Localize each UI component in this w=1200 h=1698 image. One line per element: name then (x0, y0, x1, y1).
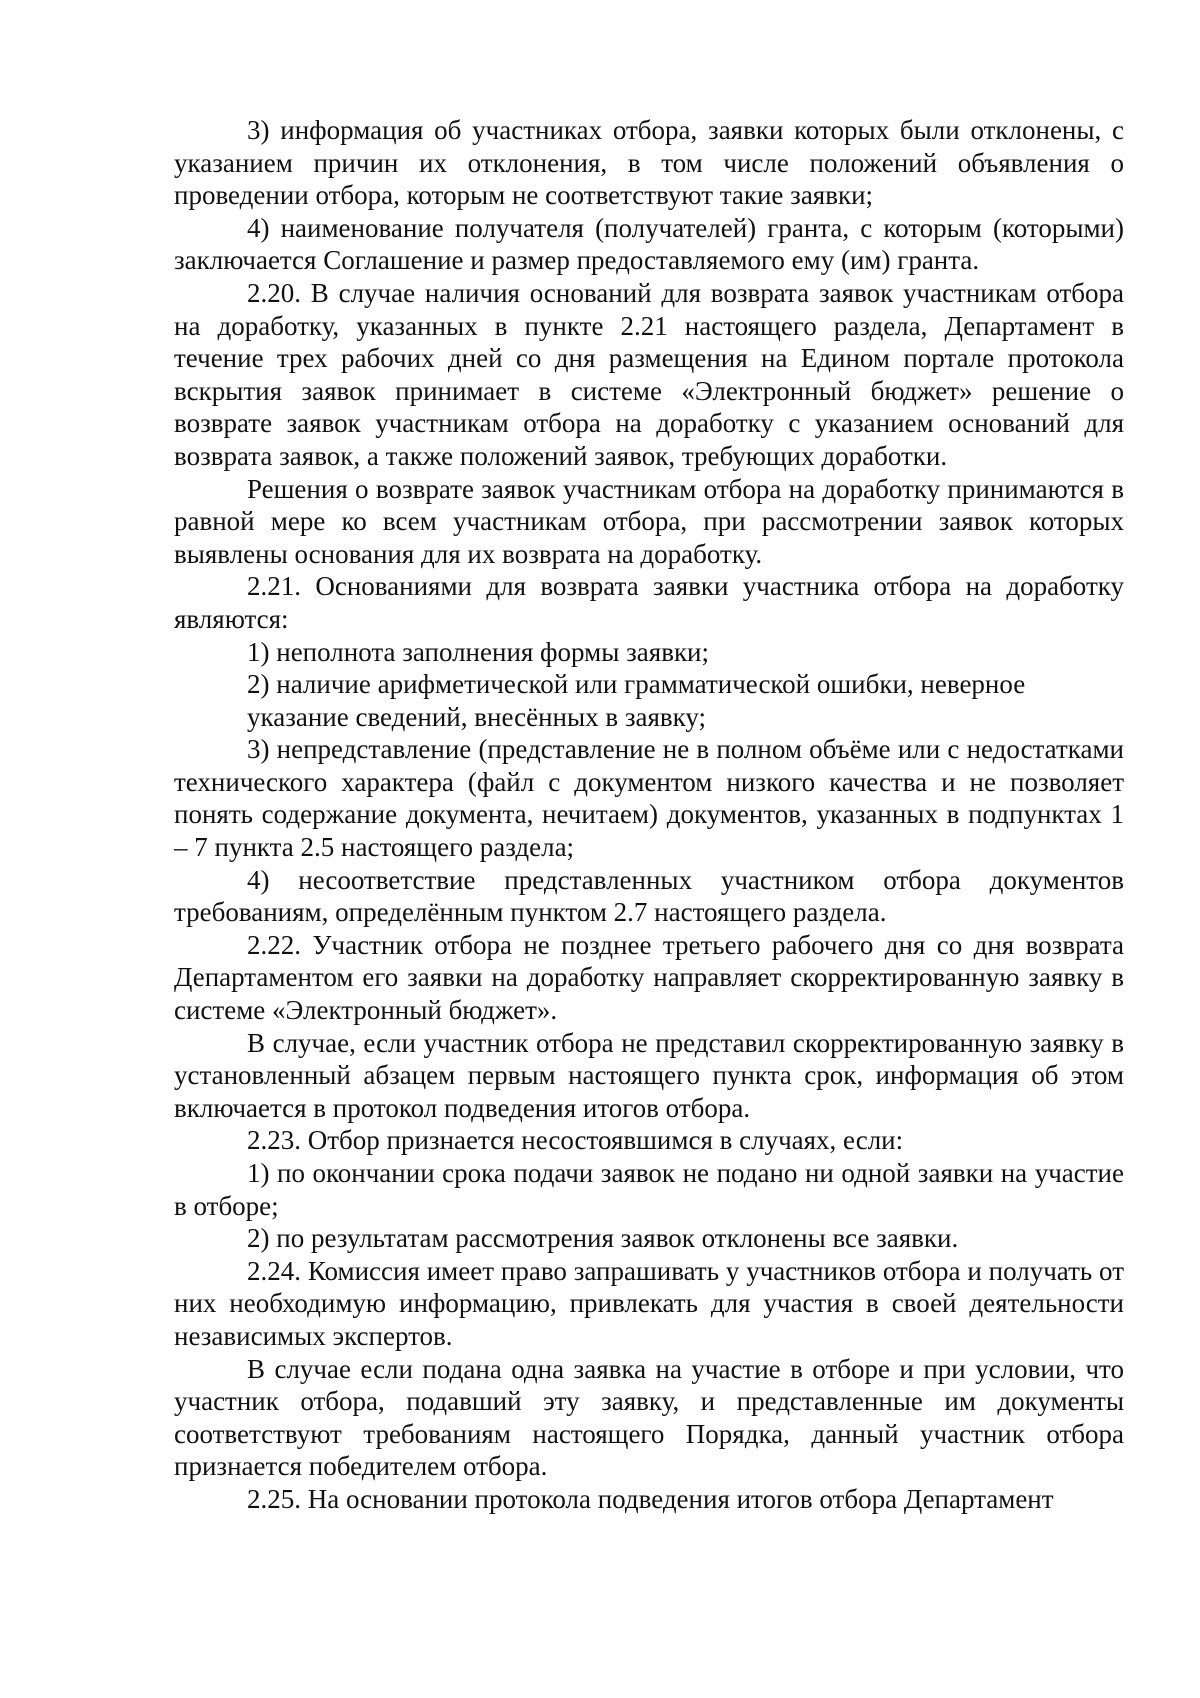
paragraph-2-21: 2.21. Основаниями для возврата заявки участника отбора на доработку являются: (174, 571, 1124, 634)
paragraph-2-21-item-2: 2) наличие арифметической или грамматической ошибки, неверное указание сведений, внесённых в заявку; (247, 669, 1026, 732)
paragraph-2-21-item-3: 3) непредставление (представление не в полном объёме или с недостатками технического характера (файл с документом низкого качества и не позволяет понять содержание документа, нечитаем) документов, указанных в подпунктах 1 – 7 пункта 2.5 настоящего раздела; (174, 734, 1124, 863)
document-page (174, 114, 1124, 1516)
paragraph-2-21-item-4: 4) несоответствие представленных участником отбора документов требованиям, определённым пунктом 2.7 настоящего раздела. (174, 864, 1124, 928)
paragraph-2-25: 2.25. На основании протокола подведения итогов отбора Департамент (247, 1483, 1054, 1514)
paragraph-item-3-rejected: 3) информация об участниках отбора, заявки которых были отклонены, с указанием причин их отклонения, в том числе положений объявления о проведении отбора, которым не соответствуют такие заявки; (174, 115, 1124, 211)
paragraph-2-24-single-application: В случае если подана одна заявка на участие в отборе и при условии, что участник отбора, подавший эту заявку, и представленные им документы соответствуют требованиям настоящего Порядка, данный участник отбора признается победителем отбора. (174, 1353, 1124, 1482)
paragraph-2-21-item-1: 1) неполнота заполнения формы заявки; (247, 636, 710, 667)
paragraph-2-23-item-1: 1) по окончании срока подачи заявок не подано ни одной заявки на участие в отборе; (174, 1158, 1124, 1221)
paragraph-2-23: 2.23. Отбор признается несостоявшимся в случаях, если: (247, 1125, 904, 1156)
paragraph-2-22-not-submitted: В случае, если участник отбора не представил скорректированную заявку в установленный абзацем первым настоящего пункта срок, информация об этом включается в протокол подведения итогов отбора. (174, 1027, 1124, 1123)
paragraph-2-20: 2.20. В случае наличия оснований для возврата заявок участникам отбора на доработку, указанных в пункте 2.21 настоящего раздела, Департамент в течение трех рабочих дней со дня размещения на Едином портале протокола вскрытия заявок принимает в системе «Электронный бюджет» решение о возврате заявок участникам отбора на доработку с указанием оснований для возврата заявок, а также положений заявок, требующих доработки. (174, 277, 1124, 471)
paragraph-2-23-item-2: 2) по результатам рассмотрения заявок отклонены все заявки. (247, 1223, 959, 1254)
paragraph-2-24: 2.24. Комиссия имеет право запрашивать у участников отбора и получать от них необходимую информацию, привлекать для участия в своей деятельности независимых экспертов. (174, 1255, 1124, 1351)
paragraph-item-4-recipient: 4) наименование получателя (получателей) гранта, с которым (которыми) заключается Соглашение и размер предоставляемого ему (им) гранта. (174, 212, 1124, 276)
paragraph-return-decisions: Решения о возврате заявок участникам отбора на доработку принимаются в равной мере ко всем участникам отбора, при рассмотрении заявок которых выявлены основания для их возврата на доработку. (174, 473, 1124, 569)
paragraph-2-22: 2.22. Участник отбора не позднее третьего рабочего дня со дня возврата Департаментом его заявки на доработку направляет скорректированную заявку в системе «Электронный бюджет». (174, 929, 1124, 1026)
